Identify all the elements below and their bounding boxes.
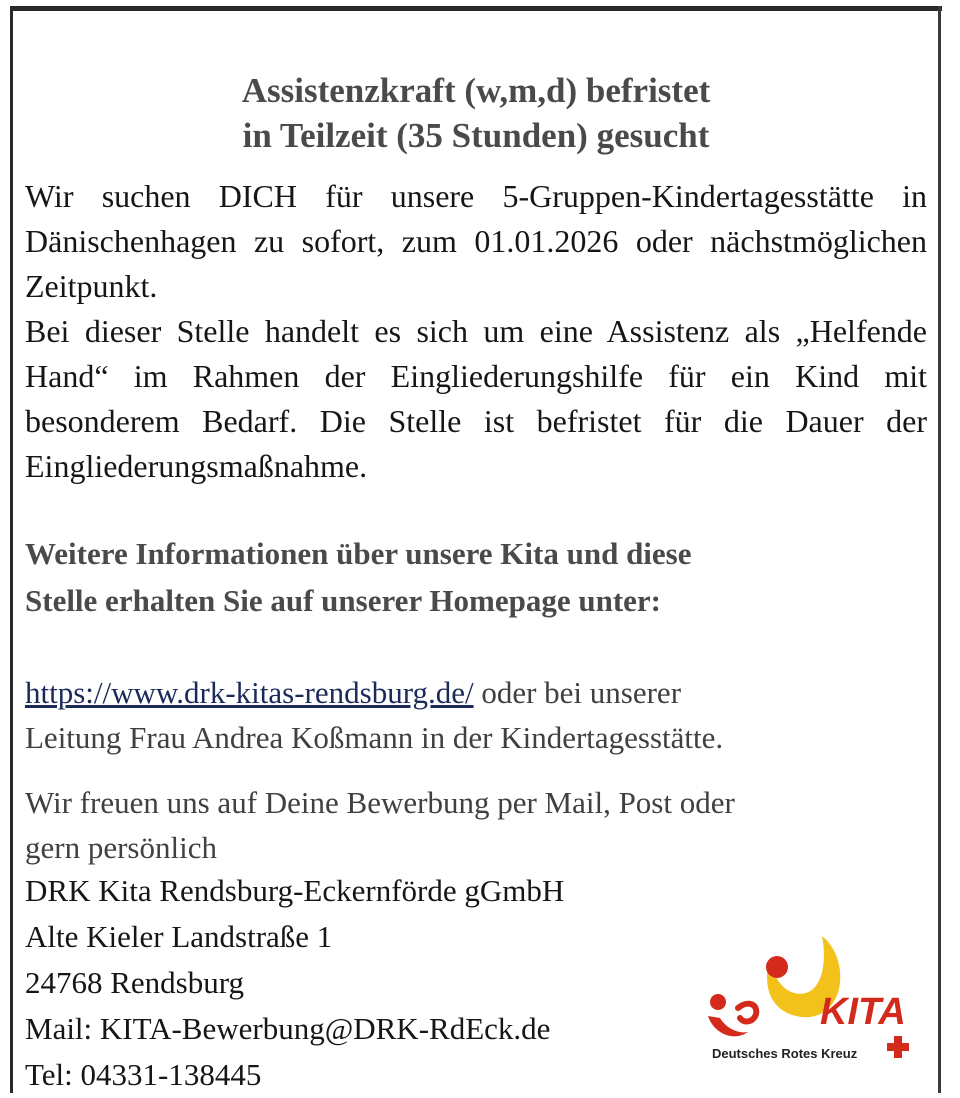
more-info-line-2: Stelle erhalten Sie auf unserer Homepage unter: — [25, 583, 661, 618]
application-line-2: gern persönlich — [25, 830, 217, 865]
job-title-line-1: Assistenzkraft (w,m,d) befristet — [241, 71, 711, 110]
more-info-heading — [25, 530, 930, 624]
logo-red-swirl — [738, 1004, 756, 1022]
job-title — [20, 68, 932, 158]
application-note — [25, 780, 930, 870]
homepage-line-2: Leitung Frau Andrea Koßmann in der Kindertagesstätte. — [25, 720, 724, 755]
frame-right-border — [938, 6, 941, 1093]
job-description — [25, 174, 927, 489]
drk-kita-logo — [704, 930, 916, 1062]
homepage-after-link: oder bei unserer — [473, 675, 682, 710]
homepage-info — [25, 670, 930, 760]
contact-address — [25, 868, 745, 1098]
postal-city: 24768 Rendsburg — [25, 965, 245, 1000]
logo-tagline: Deutsches Rotes Kreuz — [712, 1046, 858, 1061]
position-details-paragraph: Bei dieser Stelle handelt es sich um eine Assistenz als „Helfende Hand“ im Rahmen der Eingliederungshilfe für ein Kind mit besonderem Bedarf. Die Stelle ist befristet für die Dauer der Eingliederungsmaßnahme. — [25, 313, 927, 484]
homepage-line-1 — [25, 670, 930, 715]
homepage-link[interactable]: https://www.drk-kitas-rendsburg.de/ — [25, 675, 474, 710]
logo-red-dot-large — [766, 956, 788, 978]
frame-top-border — [10, 6, 942, 11]
logo-kita-word: KITA — [820, 991, 906, 1033]
intro-paragraph: Wir suchen DICH für unsere 5-Gruppen-Kindertagesstätte in Dänischenhagen zu sofort, zum 01.01.2026 oder nächstmöglichen Zeitpunkt. — [25, 178, 927, 304]
more-info-line-1: Weitere Informationen über unsere Kita und diese — [25, 536, 692, 571]
red-cross-vertical — [894, 1036, 902, 1058]
frame-left-border — [10, 6, 13, 1093]
job-title-line-2: in Teilzeit (35 Stunden) gesucht — [242, 116, 710, 155]
organization-name: DRK Kita Rendsburg-Eckernförde gGmbH — [25, 873, 565, 908]
logo-red-dot-small — [710, 994, 726, 1010]
email-address: Mail: KITA-Bewerbung@DRK-RdEck.de — [25, 1011, 551, 1046]
phone-number: Tel: 04331-138445 — [25, 1057, 262, 1092]
street-address: Alte Kieler Landstraße 1 — [25, 919, 333, 954]
application-line-1: Wir freuen uns auf Deine Bewerbung per Mail, Post oder — [25, 785, 735, 820]
